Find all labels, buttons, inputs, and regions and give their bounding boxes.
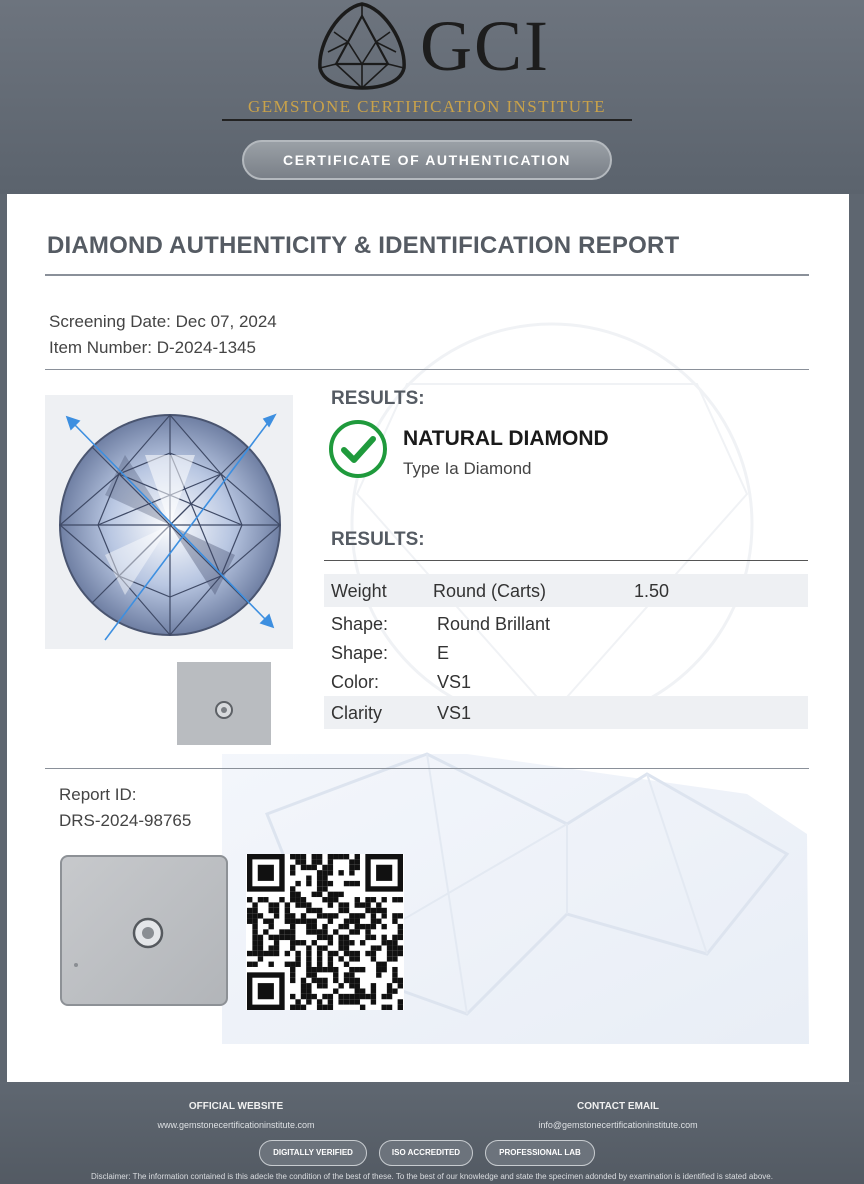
row-label: Color: — [331, 672, 380, 692]
row-value: VS1 — [437, 703, 472, 723]
row-label: Weight — [331, 581, 387, 601]
results-heading: RESULTS: — [331, 388, 425, 409]
email-title: CONTACT EMAIL — [576, 1101, 660, 1112]
row-label: Clarity — [331, 703, 383, 723]
report-id-value: DRS-2024-98765 — [59, 811, 192, 830]
report-paper — [7, 194, 849, 1082]
results-row-weight — [324, 574, 808, 607]
row-label: Shape: — [331, 643, 389, 663]
screening-date: Screening Date: Dec 07, 2024 — [49, 312, 277, 331]
institute-underline — [222, 119, 632, 121]
report-title: DIAMOND AUTHENTICITY & IDENTIFICATION REPORT — [47, 232, 680, 259]
badge-iso-accredited: ISO ACCREDITED — [379, 1140, 473, 1166]
results-row-color — [324, 665, 808, 698]
report-id-label: Report ID: — [59, 785, 137, 804]
result-verdict: NATURAL DIAMOND — [403, 427, 609, 450]
qr-code-icon[interactable] — [246, 854, 404, 1010]
website-link[interactable]: www.gemstonecertificationinstitute.com — [157, 1120, 315, 1130]
disclaimer-text: Disclaimer: The information contained is this adecle the condition of the best of these. To the best of our knowledge and state the specimen adonded by examination is identified is stated above. — [91, 1172, 773, 1181]
results-divider — [324, 560, 808, 561]
row-extra: 1.50 — [634, 581, 670, 601]
row-value: Round (Carts) — [433, 581, 547, 601]
results-row-clarity — [324, 696, 808, 729]
report-id-divider — [45, 768, 809, 769]
row-value: Round Brillant — [437, 614, 551, 634]
certificate-header — [0, 0, 864, 194]
certificate-footer — [0, 1082, 864, 1184]
row-value: VS1 — [437, 672, 472, 692]
row-value: E — [437, 643, 450, 663]
institute-name: GEMSTONE CERTIFICATION INSTITUTE — [248, 97, 606, 116]
certificate-label-badge: CERTIFICATE OF AUTHENTICATION — [242, 140, 612, 180]
row-label: Shape: — [331, 614, 389, 634]
badge-professional-lab: PROFESSIONAL LAB — [485, 1140, 595, 1166]
check-circle-icon — [328, 419, 388, 479]
website-title: OFFICIAL WEBSITE — [188, 1101, 284, 1112]
logo-wordmark: GCI — [420, 6, 550, 86]
inclusion-thumbnail — [177, 662, 271, 745]
item-number: Item Number: D-2024-1345 — [49, 338, 256, 357]
round-brilliant-diamond-image — [45, 395, 293, 649]
diamond-photo — [45, 395, 293, 649]
email-link[interactable]: info@gemstonecertificationinstitute.com — [538, 1120, 698, 1130]
diamond-type: Type Ia Diamond — [403, 459, 532, 478]
results-heading-secondary: RESULTS: — [331, 529, 425, 550]
title-divider — [45, 274, 809, 276]
microscope-image — [60, 855, 228, 1006]
badge-digitally-verified: DIGITALLY VERIFIED — [259, 1140, 367, 1166]
meta-divider — [45, 369, 809, 370]
trillion-gem-icon — [314, 2, 410, 90]
